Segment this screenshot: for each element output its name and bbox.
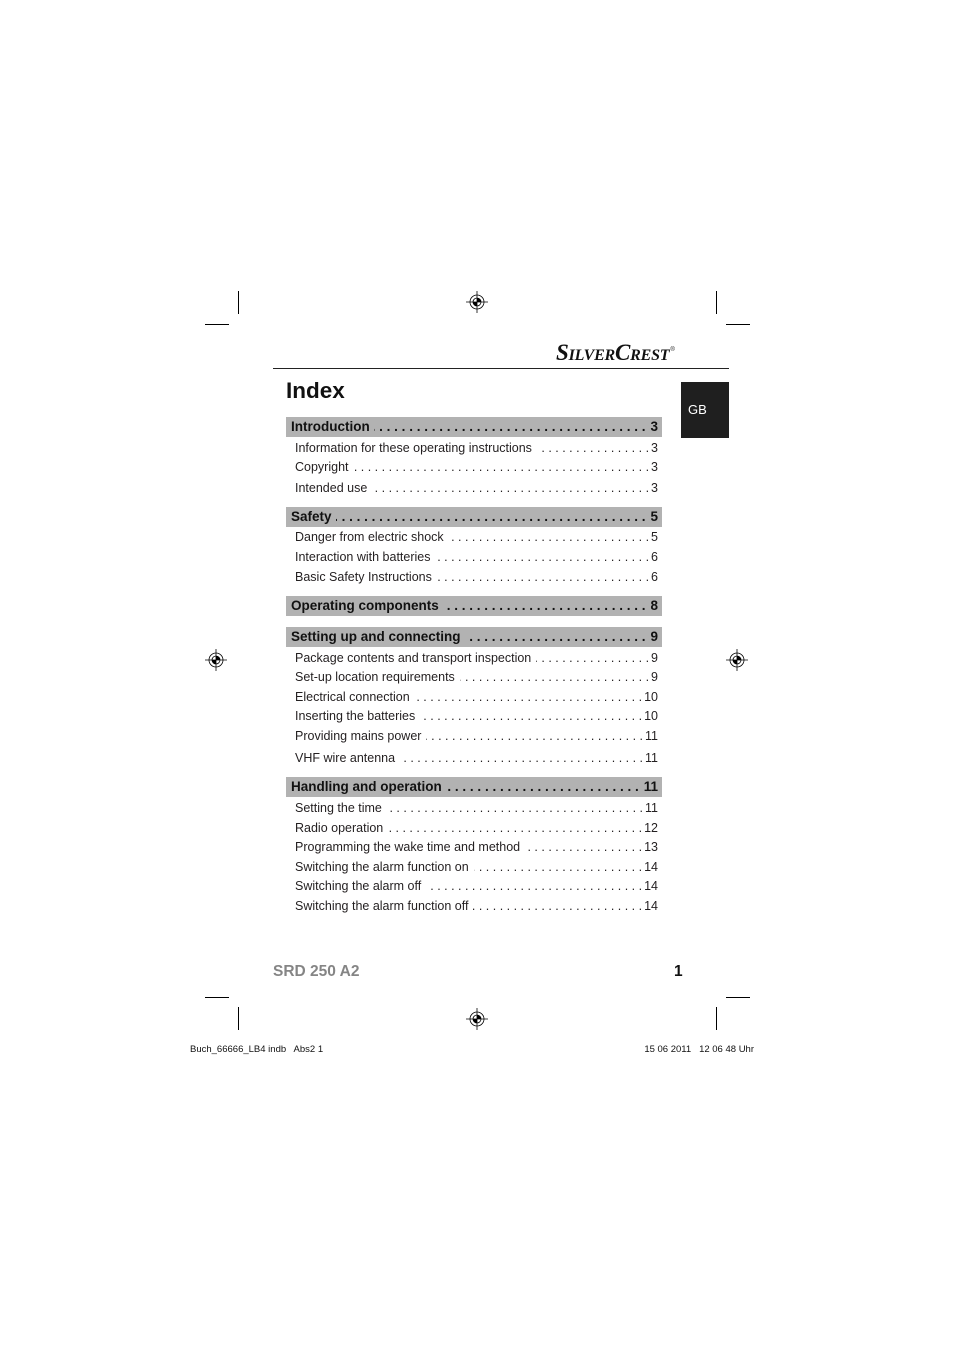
toc-entry <box>295 727 658 746</box>
toc-entry-page: 6 <box>651 550 658 564</box>
page-number: 1 <box>674 963 683 980</box>
toc-entry <box>295 688 658 707</box>
toc-section-page: 9 <box>650 629 658 644</box>
toc-entry-title: VHF wire antenna <box>295 751 396 765</box>
toc-entry-title: Switching the alarm function on <box>295 860 469 874</box>
brand-logo-part2: Crest <box>615 340 670 365</box>
toc-entry-page: 6 <box>651 570 658 584</box>
toc-entry-page: 5 <box>651 530 658 544</box>
toc-entry-title: Switching the alarm off <box>295 879 422 893</box>
registration-mark-left <box>205 649 227 671</box>
dot-leader <box>415 688 642 707</box>
toc-section-setting-up <box>286 627 662 647</box>
toc-section-title: Safety <box>291 509 332 524</box>
toc-section-title: Handling and operation <box>291 779 442 794</box>
toc-entry-title: Programming the wake time and method <box>295 840 521 854</box>
crop-mark-top-right-horizontal <box>726 324 750 325</box>
dot-leader <box>465 627 646 647</box>
toc-entry <box>295 707 658 726</box>
toc-entry-page: 14 <box>644 899 658 913</box>
model-number: SRD 250 A2 <box>273 963 360 980</box>
dot-leader <box>336 507 646 527</box>
toc-entry-page: 13 <box>644 840 658 854</box>
print-slug-file-info: Buch_66666_LB4 indb Abs2 1 <box>190 1044 324 1055</box>
toc-entry-title: Radio operation <box>295 821 384 835</box>
toc-entry-page: 12 <box>644 821 658 835</box>
toc-entry <box>295 528 658 547</box>
toc-entry-page: 10 <box>644 690 658 704</box>
language-tab <box>681 382 729 438</box>
toc-entry-page: 10 <box>644 709 658 723</box>
dot-leader <box>536 649 649 668</box>
crop-mark-top-left-vertical <box>238 291 239 314</box>
toc-section-handling <box>286 777 662 797</box>
toc-section-title: Setting up and connecting <box>291 629 461 644</box>
toc-entry-page: 14 <box>644 860 658 874</box>
dot-leader <box>537 439 649 458</box>
brand-logo <box>556 341 675 365</box>
toc-entry-title: Electrical connection <box>295 690 410 704</box>
toc-entry-title: Package contents and transport inspection <box>295 651 532 665</box>
dot-leader <box>426 727 643 746</box>
toc-entry <box>295 568 658 587</box>
toc-entry <box>295 649 658 668</box>
header-rule <box>273 368 729 369</box>
dot-leader <box>473 897 642 916</box>
toc-entry-page: 11 <box>645 801 658 815</box>
toc-entry-title: Basic Safety Instructions <box>295 570 432 584</box>
dot-leader <box>446 777 639 797</box>
brand-logo-part1: Silver <box>556 340 616 365</box>
dot-leader <box>387 799 643 818</box>
registration-mark-bottom <box>466 1008 488 1030</box>
toc-entry-title: Intended use <box>295 481 368 495</box>
crop-mark-bottom-left-vertical <box>238 1007 239 1030</box>
toc-section-title: Introduction <box>291 419 370 434</box>
toc-entry-page: 3 <box>651 481 658 495</box>
toc-entry-title: Setting the time <box>295 801 382 815</box>
toc-entry <box>295 668 658 687</box>
crop-mark-top-left-horizontal <box>205 324 229 325</box>
toc-entry-page: 9 <box>651 670 658 684</box>
toc-entry <box>295 858 658 877</box>
toc-entry <box>295 838 658 857</box>
print-slug-timestamp: 15 06 2011 12 06 48 Uhr <box>644 1044 754 1055</box>
dot-leader <box>420 707 642 726</box>
registration-mark-right <box>726 649 748 671</box>
toc-entry <box>295 877 658 896</box>
crop-mark-bottom-right-vertical <box>716 1007 717 1030</box>
toc-entry-title: Switching the alarm function off <box>295 899 469 913</box>
dot-leader <box>525 838 642 857</box>
dot-leader <box>388 819 642 838</box>
dot-leader <box>404 749 643 768</box>
crop-mark-bottom-right-horizontal <box>726 997 750 998</box>
dot-leader <box>374 417 646 437</box>
toc-entry-title: Set-up location requirements <box>295 670 455 684</box>
toc-entry-title: Copyright <box>295 460 349 474</box>
toc-entry <box>295 548 658 567</box>
dot-leader <box>443 596 646 616</box>
toc-entry <box>295 458 658 477</box>
toc-section-page: 8 <box>650 598 658 613</box>
toc-entry-page: 3 <box>651 441 658 455</box>
toc-entry-page: 11 <box>645 729 658 743</box>
toc-entry-page: 14 <box>644 879 658 893</box>
toc-section-title: Operating components <box>291 598 439 613</box>
crop-mark-bottom-left-horizontal <box>205 997 229 998</box>
toc-section-introduction <box>286 417 662 437</box>
dot-leader <box>372 479 649 498</box>
dot-leader <box>436 548 650 567</box>
toc-section-page: 3 <box>650 419 658 434</box>
toc-entry-title: Providing mains power <box>295 729 422 743</box>
page-title: Index <box>286 378 345 403</box>
toc-entry-title: Information for these operating instructions <box>295 441 532 455</box>
dot-leader <box>449 528 649 547</box>
toc-entry <box>295 819 658 838</box>
toc-section-operating-components <box>286 596 662 616</box>
dot-leader <box>426 877 642 896</box>
toc-section-page: 5 <box>650 509 658 524</box>
toc-entry-title: Danger from electric shock <box>295 530 444 544</box>
toc-entry-title: Inserting the batteries <box>295 709 416 723</box>
toc-entry-page: 9 <box>651 651 658 665</box>
dot-leader <box>460 668 649 687</box>
language-tab-label: GB <box>688 402 707 417</box>
toc-entry <box>295 479 658 498</box>
toc-section-safety <box>286 507 662 527</box>
toc-entry <box>295 439 658 458</box>
toc-section-page: 11 <box>643 779 658 794</box>
toc-entry-page: 3 <box>651 460 658 474</box>
dot-leader <box>354 458 650 477</box>
toc-entry <box>295 749 658 768</box>
toc-entry-page: 11 <box>645 751 658 765</box>
registration-mark-top <box>466 291 488 313</box>
toc-entry <box>295 897 658 916</box>
toc-entry-title: Interaction with batteries <box>295 550 431 564</box>
dot-leader <box>437 568 649 587</box>
registered-trademark-symbol: ® <box>670 347 675 353</box>
crop-mark-top-right-vertical <box>716 291 717 314</box>
dot-leader <box>474 858 642 877</box>
toc-entry <box>295 799 658 818</box>
